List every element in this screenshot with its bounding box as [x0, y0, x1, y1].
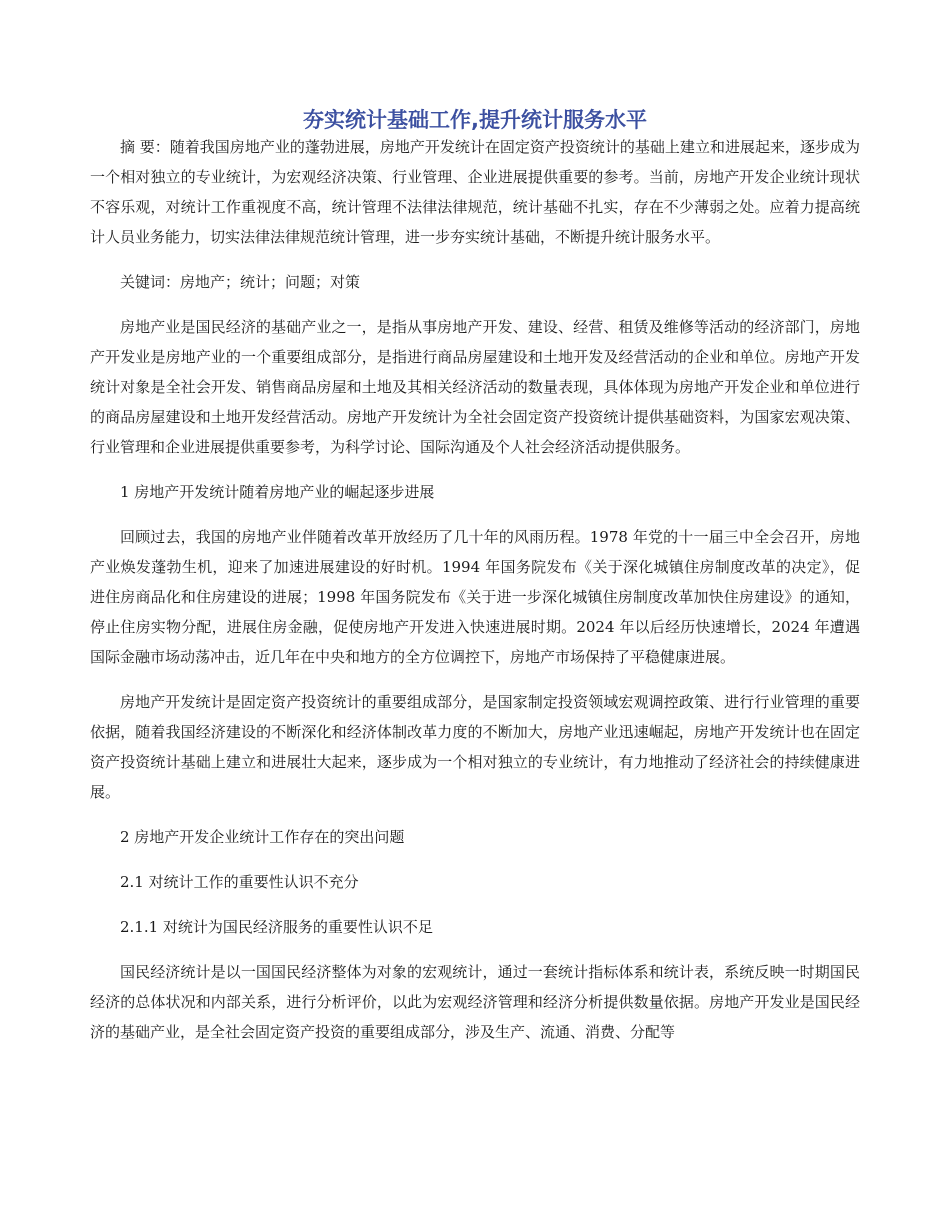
section-heading-2: 2 房地产开发企业统计工作存在的突出问题 — [120, 828, 405, 846]
section-1-paragraph-1: 回顾过去，我国的房地产业伴随着改革开放经历了几十年的风雨历程。1978 年党的十一届三中全会召开，房地产业焕发蓬勃生机，迎来了加速进展建设的好时机。1994 年国务院发布《关于深化城镇住房制度改革的决定》，促进住房商品化和住房建设的进展；1998 年国务院发布《关于进一步深化城镇住房制度改革加快住房建设》的通知，停止住房实物分配，进展住房金融，促使房地产开发进入快速进展时期。2024 年以后经历快速增长，2024 年遭遇国际金融市场动荡冲击，近几年在中央和地方的全方位调控下，房地产市场保持了平稳健康进展。 — [90, 528, 860, 666]
abstract-label: 摘 要： — [120, 138, 170, 156]
section-heading-2-1-1: 2.1.1 对统计为国民经济服务的重要性认识不足 — [120, 918, 433, 936]
section-1-paragraph-2: 房地产开发统计是固定资产投资统计的重要组成部分，是国家制定投资领域宏观调控政策、进行行业管理的重要依据，随着我国经济建设的不断深化和经济体制改革力度的不断加大，房地产业迅速崛起，房地产开发统计也在固定资产投资统计基础上建立和进展壮大起来，逐步成为一个相对独立的专业统计，有力地推动了经济社会的持续健康进展。 — [90, 693, 860, 801]
abstract-paragraph — [90, 132, 860, 252]
section-2-paragraph-1: 国民经济统计是以一国国民经济整体为对象的宏观统计，通过一套统计指标体系和统计表，系统反映一时期国民经济的总体状况和内部关系，进行分析评价，以此为宏观经济管理和经济分析提供数量依据。房地产开发业是国民经济的基础产业，是全社会固定资产投资的重要组成部分，涉及生产、流通、消费、分配等 — [90, 963, 860, 1041]
keywords-line: 关键词：房地产；统计；问题；对策 — [120, 273, 361, 291]
abstract-text: 随着我国房地产业的蓬勃进展，房地产开发统计在固定资产投资统计的基础上建立和进展起来，逐步成为一个相对独立的专业统计，为宏观经济决策、行业管理、企业进展提供重要的参考。当前，房地产开发企业统计现状不容乐观，对统计工作重视度不高，统计管理不法律法律规范，统计基础不扎实，存在不少薄弱之处。应着力提高统计人员业务能力，切实法律法律规范统计管理，进一步夯实统计基础，不断提升统计服务水平。 — [90, 138, 860, 246]
section-heading-1: 1 房地产开发统计随着房地产业的崛起逐步进展 — [120, 483, 435, 501]
page-title: 夯实统计基础工作,提升统计服务水平 — [303, 108, 647, 132]
document-body — [90, 132, 860, 1047]
section-heading-2-1: 2.1 对统计工作的重要性认识不充分 — [120, 873, 359, 891]
intro-paragraph: 房地产业是国民经济的基础产业之一，是指从事房地产开发、建设、经营、租赁及维修等活动的经济部门，房地产开发业是房地产业的一个重要组成部分，是指进行商品房屋建设和土地开发及经营活动的企业和单位。房地产开发统计对象是全社会开发、销售商品房屋和土地及其相关经济活动的数量表现，具体体现为房地产开发企业和单位进行的商品房屋建设和土地开发经营活动。房地产开发统计为全社会固定资产投资统计提供基础资料，为国家宏观决策、行业管理和企业进展提供重要参考，为科学讨论、国际沟通及个人社会经济活动提供服务。 — [90, 318, 860, 456]
